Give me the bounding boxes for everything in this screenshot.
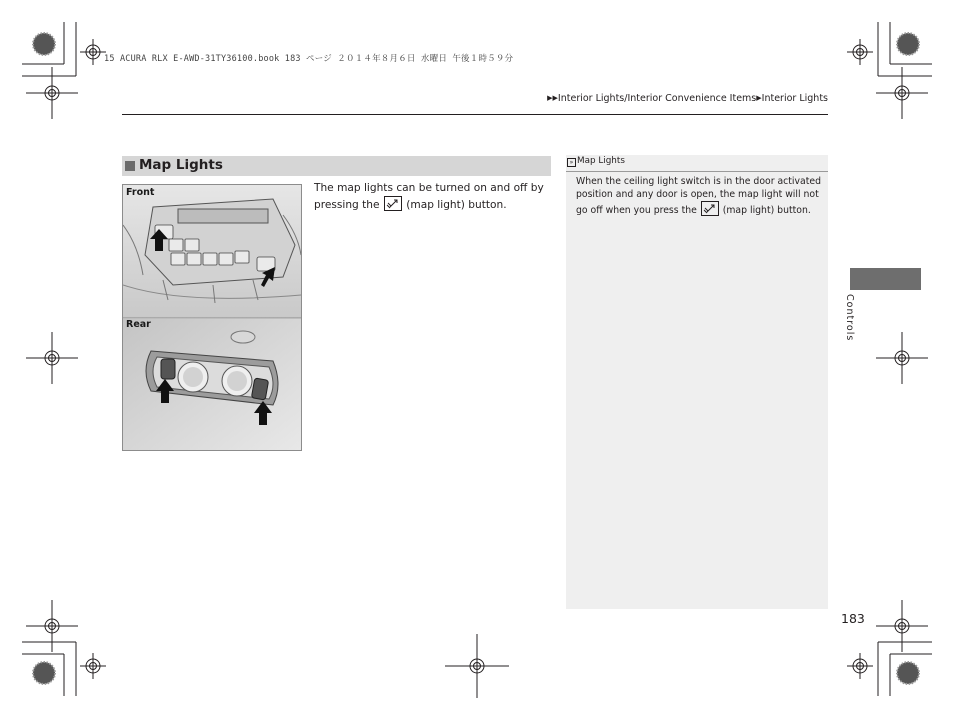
- print-header: 15 ACURA RLX E-AWD-31TY36100.book 183 ページ ２０１４年８月６日 水曜日 午後１時５９分: [104, 54, 514, 64]
- note-text: [576, 175, 822, 217]
- note-heading[interactable]: Map Lights: [577, 156, 625, 166]
- front-label: Front: [126, 187, 155, 198]
- body-text-part-1: The map lights can be turned on and off by pressing the: [314, 182, 544, 211]
- breadcrumb-separator: ▶: [756, 94, 762, 102]
- map-light-icon: [384, 196, 402, 211]
- note-box: [566, 155, 828, 609]
- note-text-part-1: When the ceiling light switch is in the door activated position and any door is open, the map light will not go off when you press the: [576, 176, 821, 216]
- body-text: [314, 180, 550, 213]
- note-marker-icon: »: [567, 158, 576, 167]
- map-light-icon-inline: [701, 201, 719, 216]
- breadcrumb-item-interior-lights-convenience[interactable]: Interior Lights/Interior Convenience Items: [557, 93, 757, 104]
- note-text-part-2: (map light) button.: [719, 205, 811, 216]
- rear-label: Rear: [126, 319, 151, 330]
- page-number: 183: [841, 611, 865, 626]
- map-light-figure: [122, 184, 302, 451]
- chapter-tab[interactable]: [850, 268, 921, 290]
- breadcrumb-marker: ▶▶: [547, 94, 558, 102]
- chapter-tab-label: Controls: [844, 294, 855, 342]
- section-title: Map Lights: [139, 157, 223, 173]
- header-rule: [122, 114, 828, 115]
- note-header: [566, 155, 828, 172]
- section-square-icon: [125, 161, 135, 171]
- breadcrumb-item-interior-lights[interactable]: Interior Lights: [761, 93, 828, 104]
- body-text-part-2: (map light) button.: [402, 199, 507, 211]
- overhead-console-illustration: [123, 185, 301, 450]
- breadcrumb: [547, 93, 828, 104]
- section-header: [122, 156, 551, 176]
